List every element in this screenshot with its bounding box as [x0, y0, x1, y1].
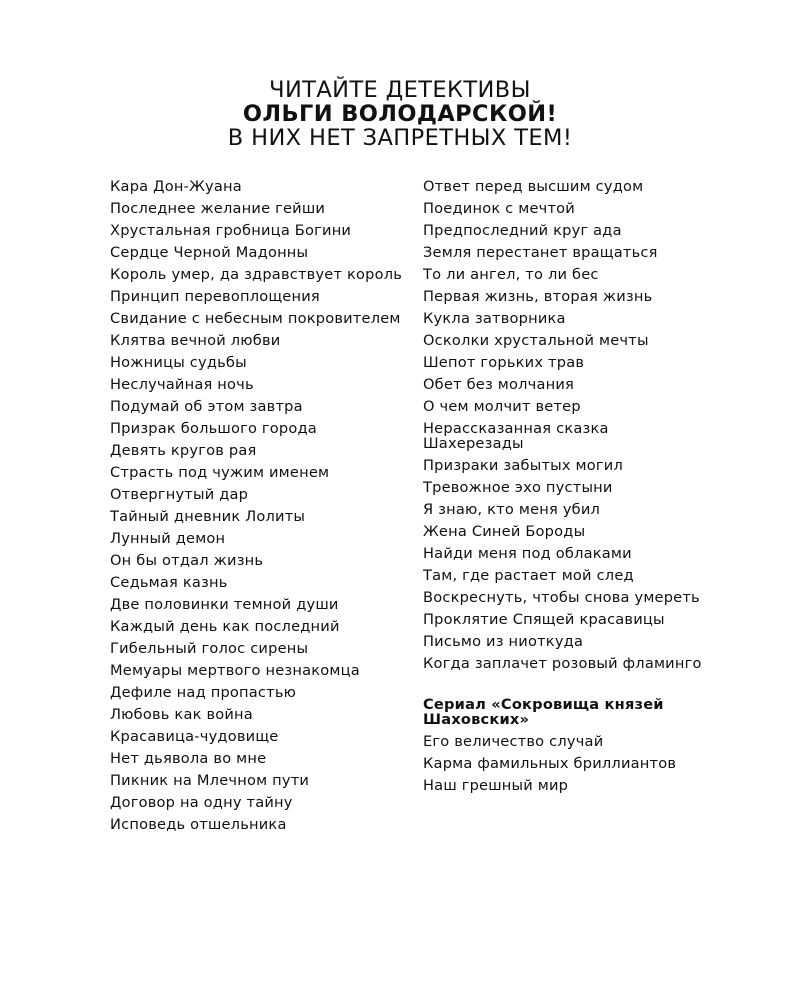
book-title: Неслучайная ночь [110, 375, 254, 393]
book-title: Ножницы судьбы [110, 353, 247, 371]
series-spacer [423, 674, 713, 693]
book-title: Девять кругов рая [110, 441, 257, 459]
header-author-name: ОЛЬГИ ВОЛОДАРСКОЙ! [242, 101, 558, 127]
book-title: Каждый день как последний [110, 617, 340, 635]
book-title: Пикник на Млечном пути [110, 771, 310, 789]
book-title: Исповедь отшельника [110, 815, 287, 833]
book-title: Кара Дон-Жуана [110, 177, 242, 195]
book-title: Письмо из ниоткуда [423, 632, 584, 650]
book-title: О чем молчит ветер [423, 397, 581, 415]
book-title: Отвергнутый дар [110, 485, 249, 503]
book-title: Я знаю, кто меня убил [423, 500, 601, 518]
book-title: Призрак большого города [110, 419, 317, 437]
book-title: Дефиле над пропастью [110, 683, 297, 701]
book-title: Проклятие Спящей красавицы [423, 610, 665, 628]
book-title: Две половинки темной души [110, 595, 339, 613]
book-title: Поединок с мечтой [423, 199, 575, 217]
book-title: Тайный дневник Лолиты [110, 507, 306, 525]
book-title: То ли ангел, то ли бес [423, 265, 599, 283]
series-book-title: Наш грешный мир [423, 776, 569, 794]
book-title: Подумай об этом завтра [110, 397, 303, 415]
book-title: Нет дьявола во мне [110, 749, 267, 767]
book-title: Любовь как война [110, 705, 253, 723]
book-title: Ответ перед высшим судом [423, 177, 644, 195]
book-title: Жена Синей Бороды [423, 522, 586, 540]
book-title: Призраки забытых могил [423, 456, 623, 474]
book-title: Тревожное эхо пустыни [423, 478, 613, 496]
book-title: Земля перестанет вращаться [423, 243, 658, 261]
book-title: Гибельный голос сирены [110, 639, 309, 657]
header-line-1: ЧИТАЙТЕ ДЕТЕКТИВЫ [269, 77, 531, 103]
book-title: Красавица-чудовище [110, 727, 279, 745]
book-title: Осколки хрустальной мечты [423, 331, 649, 349]
book-title: Принцип перевоплощения [110, 287, 320, 305]
book-title: Договор на одну тайну [110, 793, 293, 811]
book-title: Первая жизнь, вторая жизнь [423, 287, 653, 305]
page-header [0, 78, 800, 150]
book-title: Шепот горьких трав [423, 353, 585, 371]
book-title: Там, где растает мой след [423, 566, 634, 584]
book-title: Сердце Черной Мадонны [110, 243, 309, 261]
series-book-title: Его величество случай [423, 732, 604, 750]
book-title: Мемуары мертвого незнакомца [110, 661, 360, 679]
book-title: Воскреснуть, чтобы снова умереть [423, 588, 700, 606]
book-title: Последнее желание гейши [110, 199, 326, 217]
book-title: Кукла затворника [423, 309, 566, 327]
header-line-3: В НИХ НЕТ ЗАПРЕТНЫХ ТЕМ! [227, 125, 573, 151]
book-title: Король умер, да здравствует король [110, 265, 403, 283]
series-title: Сериал «Сокровища князей Шаховских» [423, 695, 664, 728]
book-title: Хрустальная гробница Богини [110, 221, 352, 239]
book-title: Найди меня под облаками [423, 544, 632, 562]
book-title: Он бы отдал жизнь [110, 551, 264, 569]
book-title: Страсть под чужим именем [110, 463, 330, 481]
book-list-left [110, 175, 405, 835]
book-list-right [423, 175, 713, 796]
book-title: Свидание с небесным покровителем [110, 309, 401, 327]
book-title: Предпоследний круг ада [423, 221, 622, 239]
book-title: Седьмая казнь [110, 573, 228, 591]
book-title: Лунный демон [110, 529, 226, 547]
series-book-title: Карма фамильных бриллиантов [423, 754, 677, 772]
book-title: Когда заплачет розовый фламинго [423, 654, 702, 672]
book-title: Клятва вечной любви [110, 331, 281, 349]
book-title: Обет без молчания [423, 375, 575, 393]
book-title: Нерассказанная сказка Шахерезады [423, 419, 609, 452]
